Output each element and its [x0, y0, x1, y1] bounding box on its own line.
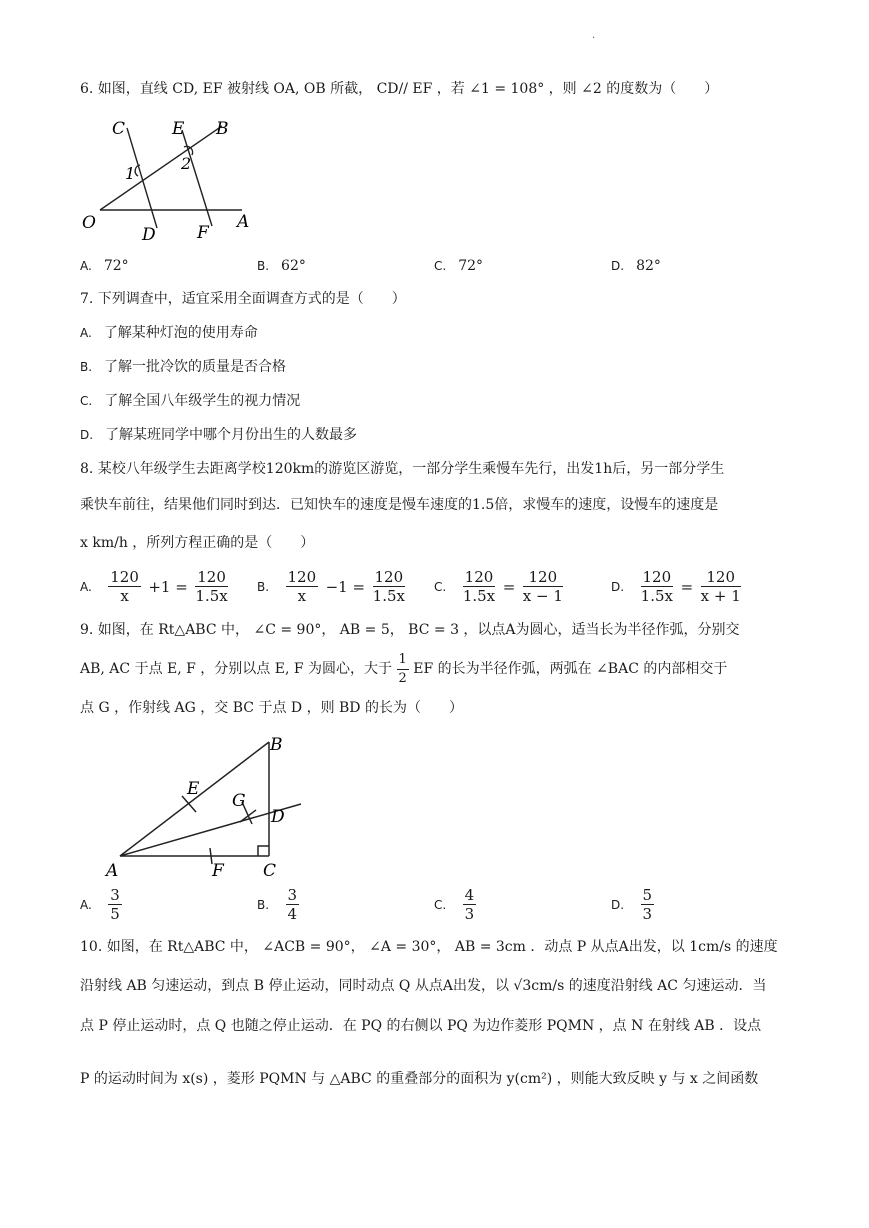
q6-option-b — [257, 256, 306, 276]
denominator: 4 — [287, 905, 298, 923]
numerator: 120 — [374, 568, 404, 586]
fraction-right — [195, 568, 228, 605]
q6-option-c — [434, 256, 483, 276]
option-text: 了解某班同学中哪个月份出生的人数最多 — [105, 427, 358, 443]
option-label: D. — [611, 897, 625, 912]
option-label: D. — [611, 259, 625, 273]
denominator: 3 — [642, 905, 653, 923]
numerator: 5 — [642, 886, 653, 904]
denominator: 2 — [398, 670, 407, 686]
equation-operator: −1 = — [325, 577, 366, 596]
fraction-left — [463, 568, 496, 605]
q7-stem: 7. 下列调查中，适宜采用全面调查方式的是（ ） — [80, 291, 406, 307]
option-label: C. — [434, 897, 447, 912]
label-F: F — [212, 861, 224, 878]
numerator: 120 — [197, 568, 226, 586]
q8-option-d — [611, 568, 741, 605]
q9-option-d — [611, 886, 654, 923]
option-label: A. — [80, 259, 92, 273]
q8-option-a — [80, 568, 228, 605]
option-text: 72° — [103, 258, 129, 274]
label-E: E — [172, 119, 185, 139]
option-label: B. — [80, 360, 93, 374]
q9-line-3: 点 G ，作射线 AG ，交 BC 于点 D ，则 BD 的长为（ ） — [80, 700, 463, 716]
option-label: A. — [80, 579, 92, 594]
option-fraction — [286, 886, 300, 923]
option-text: 了解全国八年级学生的视力情况 — [104, 393, 301, 409]
q8-option-c — [434, 568, 563, 605]
option-label: B. — [257, 259, 270, 273]
fraction-left — [108, 568, 141, 605]
fraction-right — [373, 568, 406, 605]
half-fraction — [397, 651, 409, 688]
numerator: 3 — [287, 886, 298, 904]
option-label: B. — [257, 897, 270, 912]
numerator: 1 — [397, 651, 409, 670]
q8-line-3: x km/h ，所列方程正确的是（ ） — [80, 535, 315, 551]
denominator: 1.5x — [372, 587, 405, 605]
q7-option-c — [80, 391, 300, 411]
q6-figure — [80, 114, 265, 246]
denominator: 3 — [464, 905, 475, 923]
line-EF — [182, 130, 212, 226]
option-fraction — [108, 886, 122, 923]
label-G: G — [232, 791, 246, 811]
denominator: 1.5x — [462, 587, 496, 605]
q9-line-2 — [80, 650, 727, 688]
numerator: 120 — [642, 568, 672, 586]
label-C: C — [263, 861, 277, 878]
option-text: 了解一批冷饮的质量是否合格 — [104, 359, 287, 375]
q7-option-a — [80, 323, 258, 343]
label-B: B — [270, 735, 283, 755]
equation-operator: = — [680, 577, 694, 596]
q7-option-d — [80, 425, 357, 445]
q9-figure — [104, 730, 309, 878]
q9-option-a — [80, 886, 122, 923]
denominator: x + 1 — [700, 587, 741, 605]
option-label: C. — [434, 259, 447, 273]
label-D: D — [142, 225, 156, 245]
q10-line-2: 沿射线 AB 匀速运动，到点 B 停止运动，同时动点 Q 从点A出发，以 √3cm/s 的速度沿射线 AC 匀速运动．当 — [80, 978, 767, 994]
q6-option-a — [80, 256, 129, 276]
label-C: C — [112, 119, 126, 139]
denominator: x — [297, 587, 307, 605]
label-D: D — [271, 807, 285, 827]
option-label: A. — [80, 897, 92, 912]
numerator: 4 — [464, 886, 475, 904]
q9-line-2-a: AB, AC 于点 E, F ，分别以点 E, F 为圆心，大于 — [80, 661, 393, 677]
denominator: x — [120, 587, 129, 605]
q8-option-b — [257, 568, 405, 605]
option-fraction — [641, 886, 655, 923]
denominator: 1.5x — [640, 587, 673, 605]
label-F: F — [197, 223, 209, 243]
denominator: 5 — [110, 905, 120, 923]
equation-operator: = — [502, 577, 516, 596]
fraction-left — [286, 568, 319, 605]
option-label: A. — [80, 326, 92, 340]
q9-option-c — [434, 886, 476, 923]
label-A: A — [237, 212, 250, 232]
numerator: 3 — [110, 886, 120, 904]
label-1: 1 — [125, 164, 136, 183]
right-angle-mark — [258, 846, 269, 856]
q6-option-d — [611, 256, 661, 276]
option-text: 了解某种灯泡的使用寿命 — [103, 325, 258, 341]
label-B: B — [216, 119, 229, 139]
denominator: x − 1 — [522, 587, 563, 605]
fraction-right — [523, 568, 563, 605]
label-A: A — [106, 861, 119, 878]
q8-line-1: 8. 某校八年级学生去距离学校120km的游览区游览，一部分学生乘慢车先行，出发1h后，另一部分学生 — [80, 461, 725, 477]
option-fraction — [463, 886, 477, 923]
label-2: 2 — [181, 154, 192, 173]
option-label: C. — [80, 394, 93, 408]
option-text: 82° — [636, 258, 661, 274]
numerator: 120 — [110, 568, 139, 586]
q8-line-2: 乘快车前往，结果他们同时到达．已知快车的速度是慢车速度的1.5倍，求慢车的速度，设慢车的速度是 — [80, 497, 719, 513]
numerator: 120 — [523, 568, 563, 587]
q7-option-b — [80, 357, 286, 377]
fraction-right — [701, 568, 741, 605]
numerator: 120 — [464, 568, 494, 586]
option-text: 72° — [458, 258, 484, 274]
q10-line-3: 点 P 停止运动时，点 Q 也随之停止运动．在 PQ 的右侧以 PQ 为边作菱形 PQMN ，点 N 在射线 AB ．设点 — [80, 1018, 762, 1034]
numerator: 120 — [701, 568, 741, 587]
label-E: E — [187, 779, 200, 799]
equation-operator: +1 = — [148, 577, 188, 596]
q9-option-b — [257, 886, 299, 923]
arc-mark-G2 — [240, 810, 256, 822]
fraction-left — [641, 568, 674, 605]
numerator: 120 — [287, 568, 317, 586]
q9-line-2-b: EF 的长为半径作弧，两弧在 ∠BAC 的内部相交于 — [413, 661, 728, 677]
option-label: D. — [80, 428, 94, 442]
denominator: 1.5x — [195, 587, 228, 605]
option-label: B. — [257, 579, 270, 594]
label-O: O — [82, 213, 96, 233]
q9-line-1: 9. 如图，在 Rt△ABC 中， ∠C = 90°， AB = 5， BC = 3 ，以点A为圆心，适当长为半径作弧，分别交 — [80, 622, 740, 638]
q6-stem: 6. 如图，直线 CD, EF 被射线 OA, OB 所截， CD// EF ，若 ∠1 = 108° ，则 ∠2 的度数为（ ） — [80, 81, 719, 97]
option-text: 62° — [281, 258, 306, 274]
q10-line-1: 10. 如图，在 Rt△ABC 中， ∠ACB = 90°， ∠A = 30°， AB = 3cm ．动点 P 从点A出发，以 1cm/s 的速度 — [80, 939, 778, 955]
header-dot: . — [592, 30, 596, 41]
q10-line-4: P 的运动时间为 x(s) ，菱形 PQMN 与 △ABC 的重叠部分的面积为 y(cm²) ，则能大致反映 y 与 x 之间函数 — [80, 1071, 759, 1087]
side-AB — [120, 742, 269, 856]
option-label: C. — [434, 579, 447, 594]
option-label: D. — [611, 579, 625, 594]
